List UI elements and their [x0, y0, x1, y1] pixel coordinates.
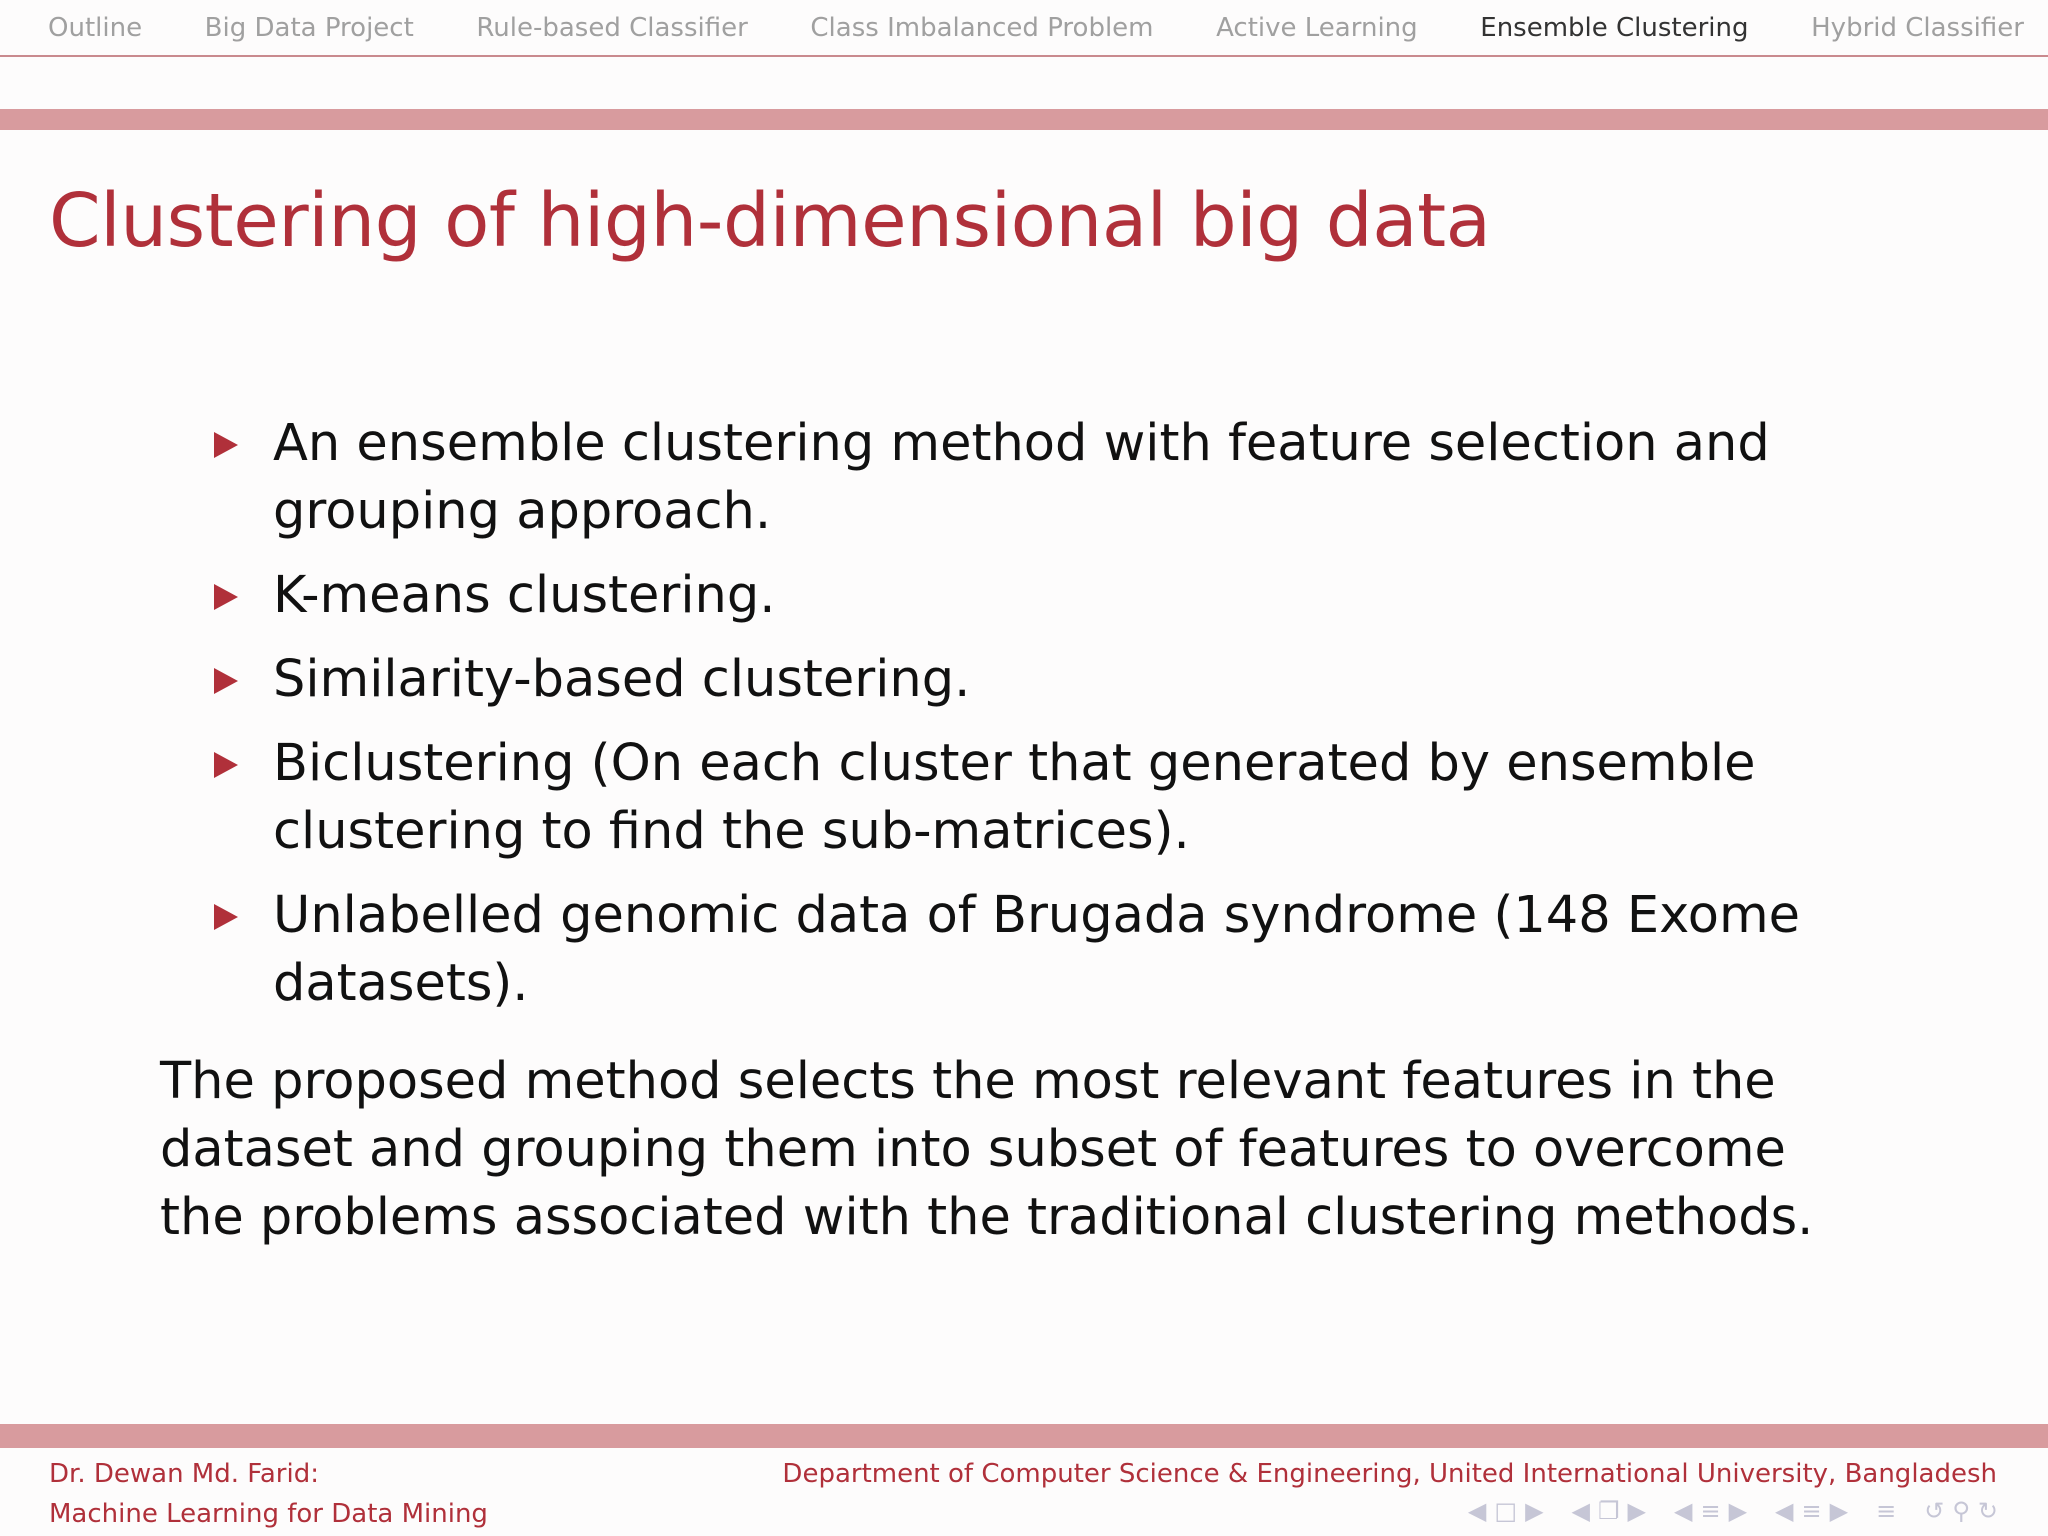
align-icon[interactable]: ≡: [1876, 1497, 1897, 1525]
frame-icon[interactable]: □: [1494, 1497, 1518, 1525]
triangle-bullet-icon: [214, 752, 238, 778]
footer-author: Dr. Dewan Md. Farid:: [49, 1459, 319, 1489]
bullet-item: [160, 410, 1880, 546]
arrow-left-icon[interactable]: ◀: [1467, 1497, 1487, 1525]
footer-course: Machine Learning for Data Mining: [49, 1499, 488, 1529]
slide-content: [160, 410, 1880, 1252]
bullet-list: [160, 410, 1880, 1018]
section-icon[interactable]: ≡: [1700, 1497, 1721, 1525]
summary-paragraph: The proposed method selects the most relevant features in the dataset and grouping them into subset of features to overcome the problems associated with the traditional clustering methods.: [160, 1052, 1814, 1247]
nav-item-ensemble-clustering[interactable]: Ensemble Clustering: [1480, 12, 1749, 43]
top-navigation: [0, 0, 2048, 57]
bullet-text: Similarity-based clustering.: [273, 650, 971, 709]
bullet-text: An ensemble clustering method with feature selection and grouping approach.: [273, 414, 1770, 541]
nav-item-class-imbalanced-problem[interactable]: Class Imbalanced Problem: [810, 12, 1154, 43]
nav-item-active-learning[interactable]: Active Learning: [1216, 12, 1418, 43]
arrow-left-icon[interactable]: ◀: [1571, 1497, 1591, 1525]
triangle-bullet-icon: [214, 668, 238, 694]
bullet-text: Unlabelled genomic data of Brugada syndrome (148 Exome datasets).: [273, 886, 1801, 1013]
slide-title: Clustering of high-dimensional big data: [49, 178, 1491, 264]
footer-band: [0, 1424, 2048, 1448]
bullet-text: Biclustering (On each cluster that generated by ensemble clustering to find the sub-matrices).: [273, 734, 1756, 861]
arrow-left-icon[interactable]: ◀: [1775, 1497, 1794, 1525]
nav-item-big-data-project[interactable]: Big Data Project: [204, 12, 414, 43]
subsection-icon[interactable]: ❐: [1598, 1497, 1620, 1525]
bullet-text: K-means clustering.: [273, 566, 776, 625]
bullet-item: [160, 730, 1880, 866]
bullet-item: [160, 646, 1880, 714]
arrow-right-icon[interactable]: ▶: [1728, 1497, 1748, 1525]
footer-left: [49, 1454, 488, 1534]
triangle-bullet-icon: [214, 432, 238, 458]
arrow-right-icon[interactable]: ▶: [1829, 1497, 1849, 1525]
header-band: [0, 109, 2048, 130]
bullet-item: [160, 562, 1880, 630]
triangle-bullet-icon: [214, 904, 238, 930]
arrow-left-icon[interactable]: ◀: [1674, 1497, 1693, 1525]
nav-item-hybrid-classifier[interactable]: Hybrid Classifier: [1811, 12, 2024, 43]
nav-item-rule-based-classifier[interactable]: Rule-based Classifier: [476, 12, 748, 43]
redo-icon[interactable]: ↻: [1977, 1497, 1998, 1525]
arrow-right-icon[interactable]: ▶: [1627, 1497, 1646, 1525]
arrow-right-icon[interactable]: ▶: [1525, 1497, 1544, 1525]
search-icon[interactable]: ⚲: [1952, 1497, 1970, 1525]
nav-item-outline[interactable]: Outline: [48, 12, 143, 43]
undo-icon[interactable]: ↺: [1924, 1497, 1945, 1525]
beamer-navigation: [1446, 1494, 1998, 1528]
triangle-bullet-icon: [214, 584, 238, 610]
section-icon[interactable]: ≡: [1801, 1497, 1822, 1525]
bullet-item: [160, 882, 1880, 1018]
footer-department: Department of Computer Science & Engineering, United International University, Bangladesh: [782, 1459, 1997, 1489]
